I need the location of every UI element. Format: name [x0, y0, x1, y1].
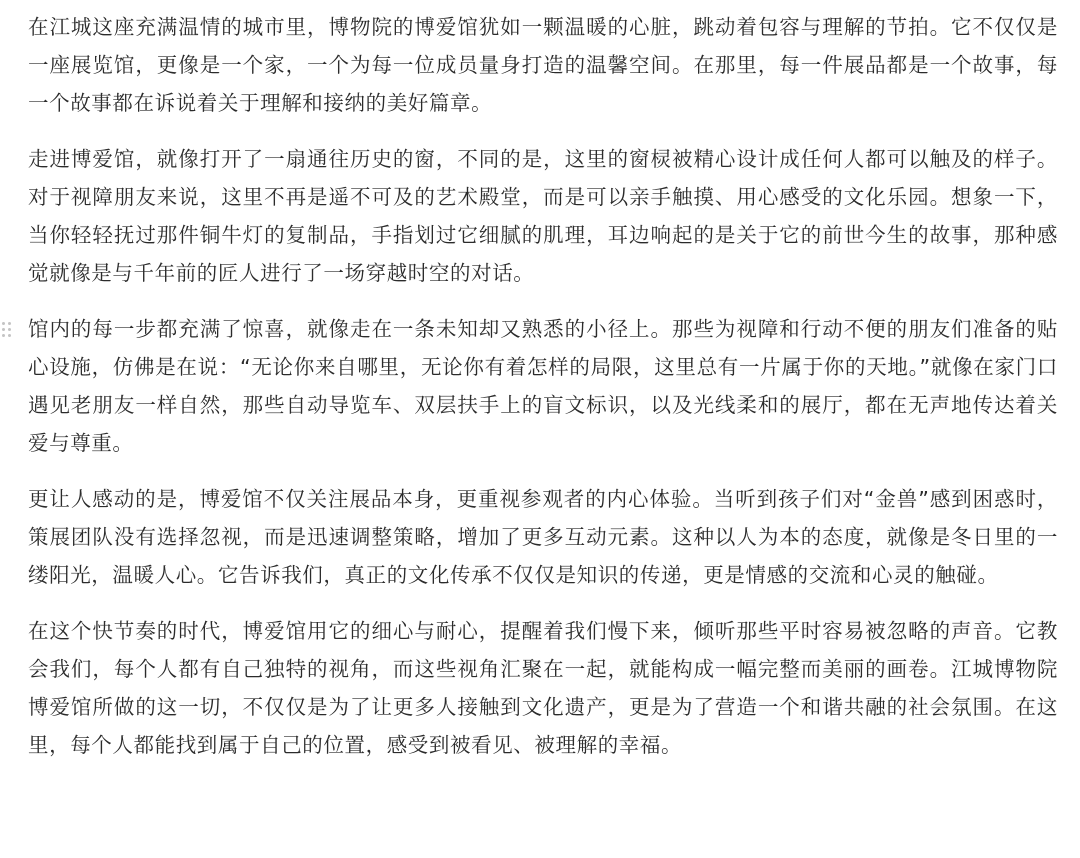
paragraph-4: 更让人感动的是，博爱馆不仅关注展品本身，更重视参观者的内心体验。当听到孩子们对“金兽”感到困惑时，策展团队没有选择忽视，而是迅速调整策略，增加了更多互动元素。这种以人为本的态度，就像是冬日里的一缕阳光，温暖人心。它告诉我们，真正的文化传承不仅仅是知识的传递，更是情感的交流和心灵的触碰。: [28, 487, 1058, 587]
paragraph-5: 在这个快节奏的时代，博爱馆用它的细心与耐心，提醒着我们慢下来，倾听那些平时容易被忽略的声音。它教会我们，每个人都有自己独特的视角，而这些视角汇聚在一起，就能构成一幅完整而美丽的画卷。江城博物院博爱馆所做的这一切，不仅仅是为了让更多人接触到文化遗产，更是为了营造一个和谐共融的社会氛围。在这里，每个人都能找到属于自己的位置，感受到被看见、被理解的幸福。: [28, 619, 1058, 757]
drag-handle-icon[interactable]: [2, 322, 12, 338]
paragraph-3-block: [28, 310, 1058, 462]
article-body: [28, 8, 1058, 782]
paragraph-2: 走进博爱馆，就像打开了一扇通往历史的窗，不同的是，这里的窗棂被精心设计成任何人都可以触及的样子。对于视障朋友来说，这里不再是遥不可及的艺术殿堂，而是可以亲手触摸、用心感受的文化乐园。想象一下，当你轻轻抚过那件铜牛灯的复制品，手指划过它细腻的肌理，耳边响起的是关于它的前世今生的故事，那种感觉就像是与千年前的匠人进行了一场穿越时空的对话。: [28, 147, 1058, 285]
paragraph-3: 馆内的每一步都充满了惊喜，就像走在一条未知却又熟悉的小径上。那些为视障和行动不便的朋友们准备的贴心设施，仿佛是在说：“无论你来自哪里，无论你有着怎样的局限，这里总有一片属于你的天地。”就像在家门口遇见老朋友一样自然，那些自动导览车、双层扶手上的盲文标识，以及光线柔和的展厅，都在无声地传达着关爱与尊重。: [28, 317, 1058, 455]
paragraph-1: 在江城这座充满温情的城市里，博物院的博爱馆犹如一颗温暖的心脏，跳动着包容与理解的节拍。它不仅仅是一座展览馆，更像是一个家，一个为每一位成员量身打造的温馨空间。在那里，每一件展品都是一个故事，每一个故事都在诉说着关于理解和接纳的美好篇章。: [28, 15, 1058, 115]
